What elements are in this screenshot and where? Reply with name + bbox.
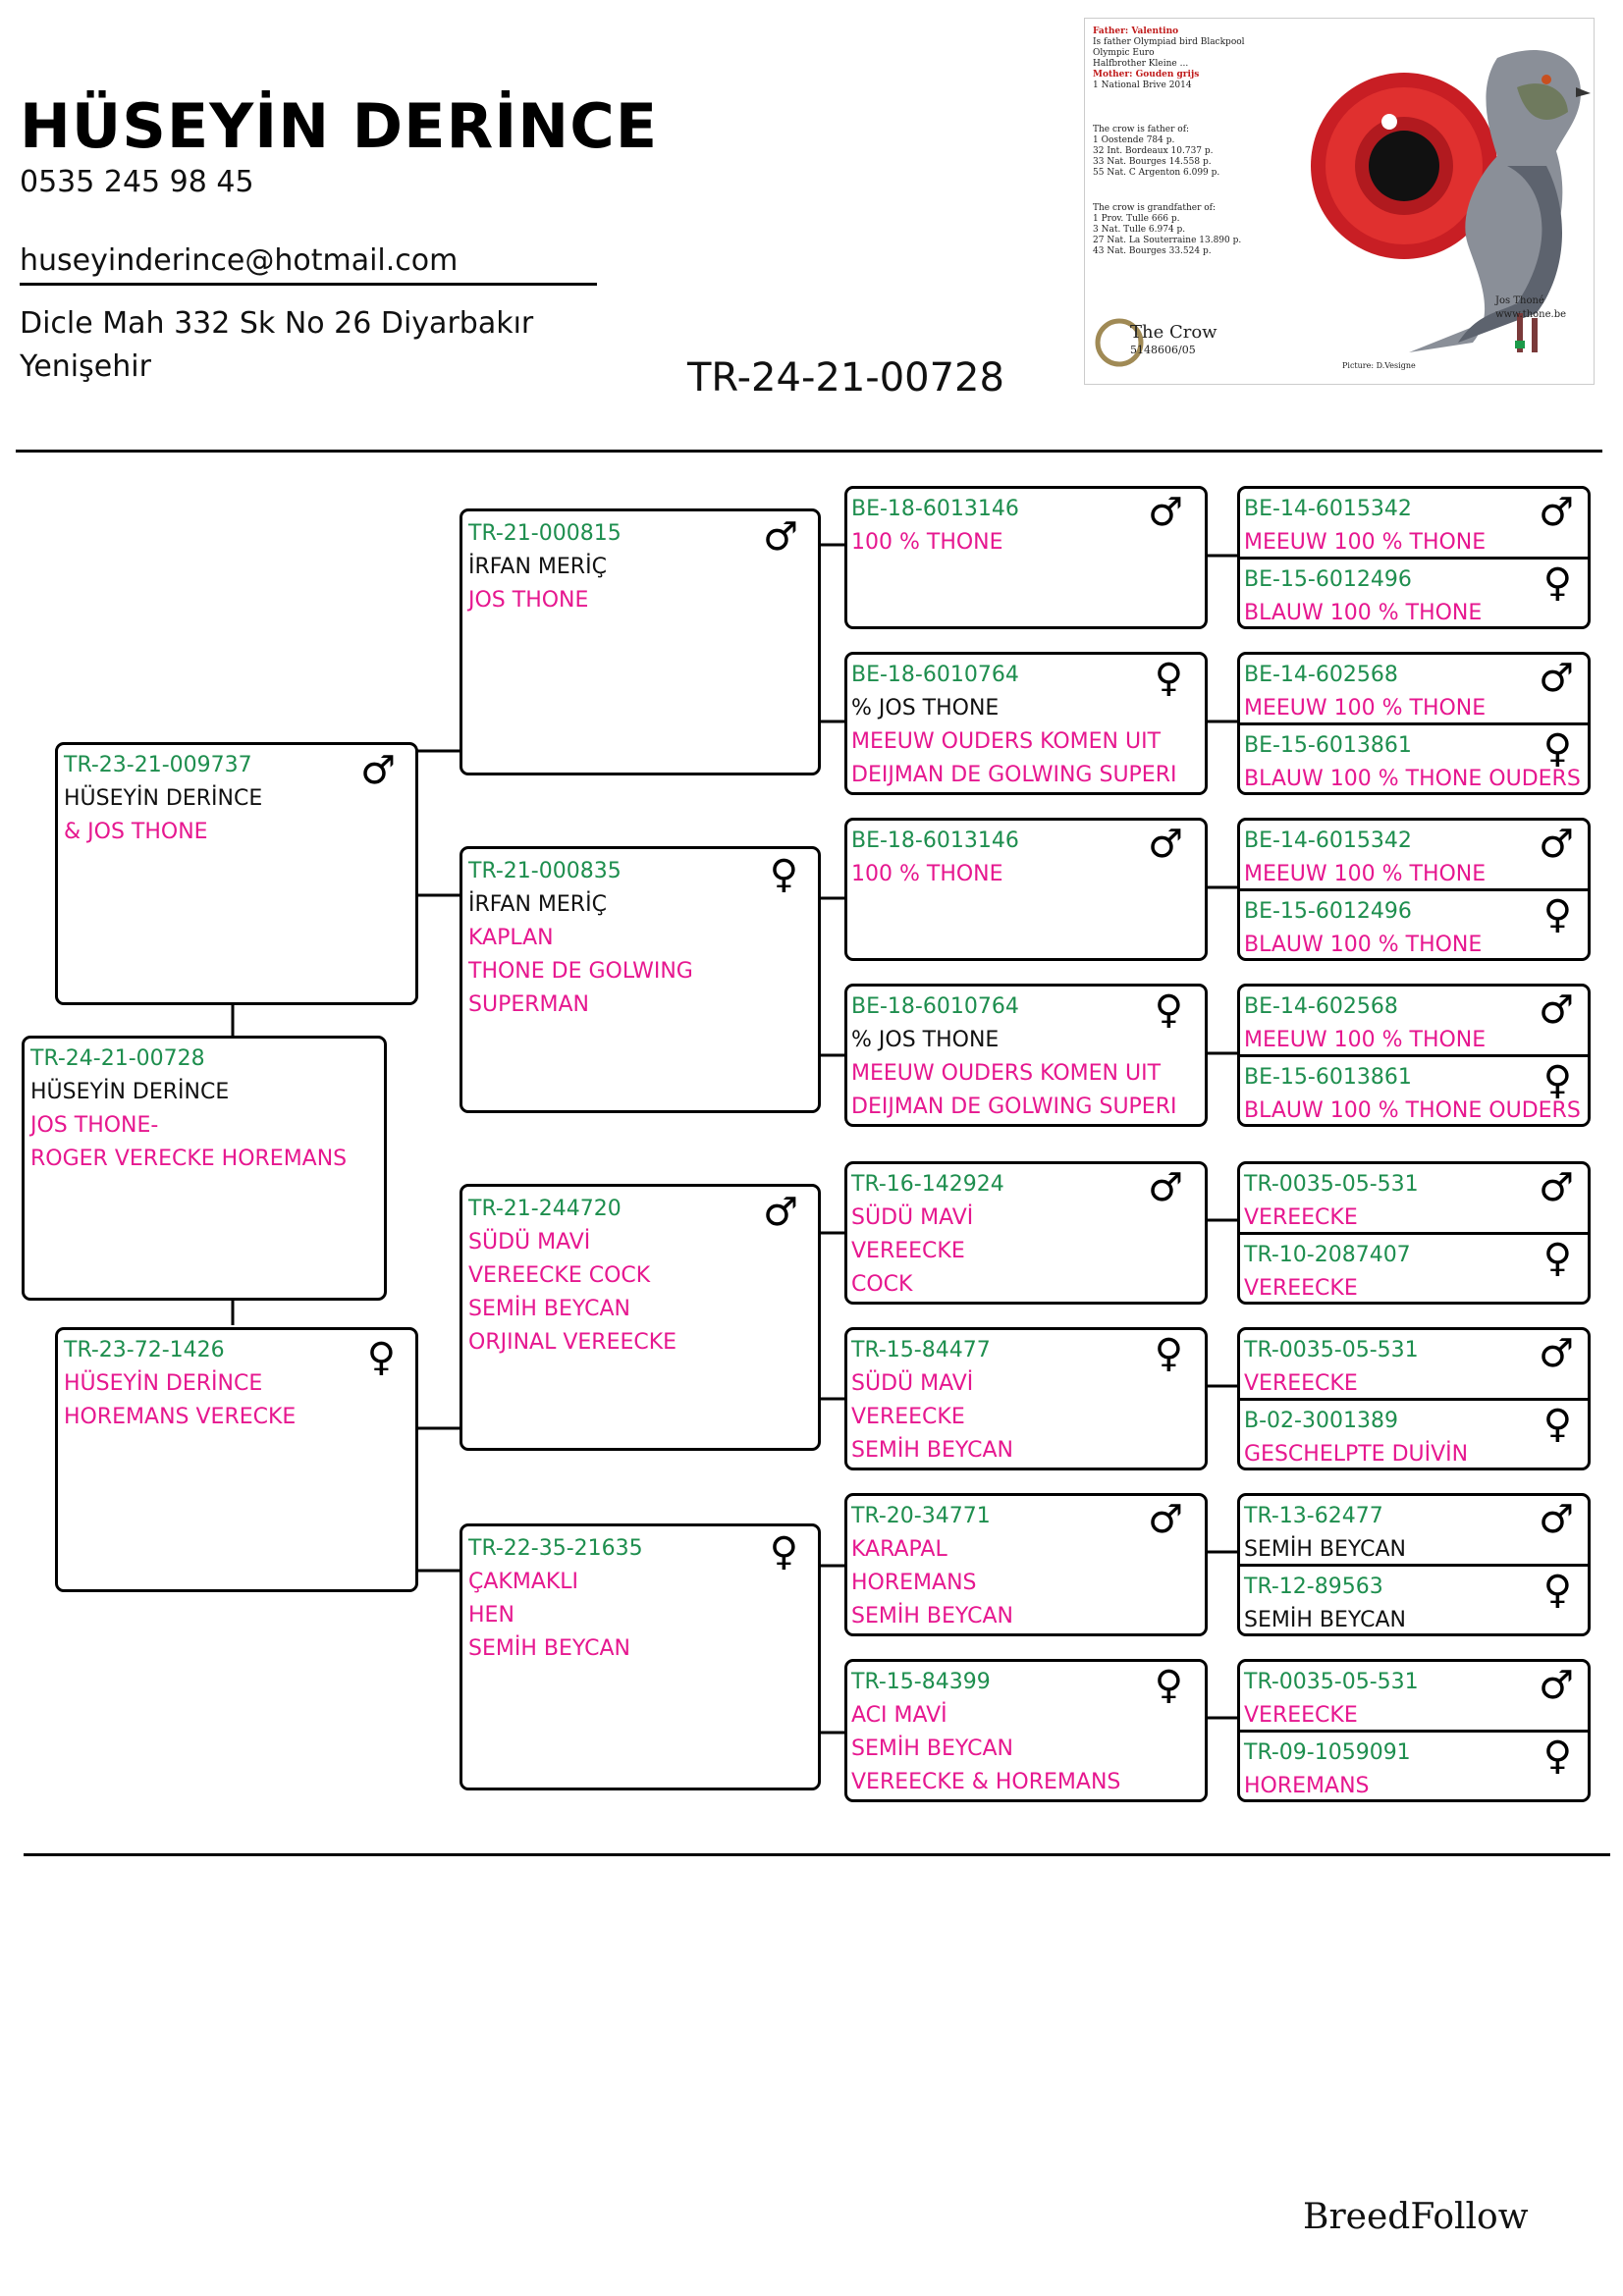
g3-line: SEMİH BEYCAN (851, 1438, 1013, 1463)
g3-line: VEREECKE (851, 1405, 965, 1429)
g4-dam-line: BLAUW 100 % THONE OUDERS (1244, 1098, 1581, 1123)
breeder-address: Dicle Mah 332 Sk No 26 Diyarbakır (20, 306, 534, 341)
g4-sire-line: VEREECKE (1244, 1371, 1358, 1396)
g4-pair-3[interactable] (1237, 818, 1591, 961)
g4-sire-ring: BE-14-6015342 (1244, 828, 1412, 853)
female-icon: ♀ (1542, 1734, 1572, 1779)
g3-card-1[interactable] (844, 486, 1208, 629)
sd-line: THONE DE GOLWING (468, 959, 693, 984)
g4-sire-ring: TR-0035-05-531 (1244, 1338, 1419, 1362)
g3-ring: BE-18-6013146 (851, 828, 1019, 853)
g3-ring: BE-18-6010764 (851, 994, 1019, 1019)
g4-dam-ring: BE-15-6012496 (1244, 899, 1412, 924)
photo-mother-line: Mother: Gouden grijs (1093, 70, 1200, 80)
sd-line: KAPLAN (468, 926, 554, 950)
photo-credit: Jos Thoné (1495, 295, 1544, 306)
photo-line: 33 Nat. Bourges 14.558 p. (1093, 157, 1212, 167)
ds-line: SEMİH BEYCAN (468, 1297, 630, 1321)
male-icon: ♂ (1539, 822, 1574, 867)
female-icon: ♀ (1542, 726, 1572, 772)
photo-credit-url: www.thone.be (1495, 309, 1567, 320)
g4-dam-ring: TR-09-1059091 (1244, 1740, 1411, 1765)
g4-sire-line: MEEUW 100 % THONE (1244, 530, 1487, 555)
photo-line: 32 Int. Bordeaux 10.737 p. (1093, 146, 1214, 156)
g3-ring: TR-20-34771 (851, 1504, 991, 1528)
g4-sire-line: VEREECKE (1244, 1703, 1358, 1728)
g3-line: VEREECKE (851, 1239, 965, 1263)
dd-line: ÇAKMAKLI (468, 1570, 579, 1594)
g4-pair-2[interactable] (1237, 652, 1591, 795)
female-icon: ♀ (1154, 1331, 1183, 1376)
g4-sire-line: SEMİH BEYCAN (1244, 1537, 1406, 1562)
photo-line: The crow is grandfather of: (1093, 203, 1217, 213)
g4-sire-ring: TR-0035-05-531 (1244, 1172, 1419, 1197)
photo-line: The crow is father of: (1093, 125, 1190, 134)
male-icon: ♂ (1148, 490, 1183, 535)
g3-line: VEREECKE & HOREMANS (851, 1770, 1121, 1794)
g4-sire-ring: TR-0035-05-531 (1244, 1670, 1419, 1694)
photo-line: 55 Nat. C Argenton 6.099 p. (1093, 168, 1220, 178)
subject-ring-title: TR-24-21-00728 (687, 355, 1004, 400)
ds-line: SÜDÜ MAVİ (468, 1230, 591, 1255)
male-icon: ♂ (1148, 1165, 1183, 1210)
male-icon: ♂ (1539, 656, 1574, 701)
g4-pair-5[interactable] (1237, 1161, 1591, 1305)
female-icon: ♀ (1542, 1568, 1572, 1613)
female-icon: ♀ (1154, 1663, 1183, 1708)
g3-line: DEIJMAN DE GOLWING SUPERI (851, 763, 1177, 787)
breeder-name: HÜSEYİN DERİNCE (20, 90, 659, 162)
g4-sire-ring: TR-13-62477 (1244, 1504, 1383, 1528)
dam-owner: HÜSEYİN DERİNCE (64, 1371, 263, 1396)
g4-dam-line: BLAUW 100 % THONE (1244, 933, 1483, 957)
subject-owner: HÜSEYİN DERİNCE (30, 1080, 230, 1104)
sire-ring: TR-23-21-009737 (64, 753, 252, 777)
g4-dam-line: VEREECKE (1244, 1276, 1358, 1301)
sd-ring: TR-21-000835 (468, 859, 622, 883)
female-icon: ♀ (1542, 1402, 1572, 1447)
g3-line: KARAPAL (851, 1537, 947, 1562)
breeder-phone: 0535 245 98 45 (20, 165, 254, 199)
photo-bird-ring: 5148606/05 (1130, 344, 1196, 356)
photo-line: 43 Nat. Bourges 33.524 p. (1093, 246, 1212, 256)
g4-dam-ring: BE-15-6013861 (1244, 1065, 1412, 1090)
sire-dam-card[interactable] (460, 846, 821, 1113)
g3-line: ACI MAVİ (851, 1703, 947, 1728)
bottom-divider (24, 1853, 1610, 1856)
g3-card-6[interactable] (844, 1327, 1208, 1470)
male-icon: ♂ (763, 1190, 798, 1235)
ss-ring: TR-21-000815 (468, 521, 622, 546)
female-icon: ♀ (366, 1335, 396, 1380)
photo-father-line: Father: Valentino (1093, 27, 1179, 36)
g3-ring: TR-15-84477 (851, 1338, 991, 1362)
female-icon: ♀ (769, 852, 798, 897)
photo-line: 3 Nat. Tulle 6.974 p. (1093, 225, 1186, 235)
sd-line: SUPERMAN (468, 992, 590, 1017)
g3-ring: BE-18-6010764 (851, 663, 1019, 687)
g3-line: SÜDÜ MAVİ (851, 1371, 974, 1396)
g4-pair-7[interactable] (1237, 1493, 1591, 1636)
dam-sire-card[interactable] (460, 1184, 821, 1451)
male-icon: ♂ (1148, 1497, 1183, 1542)
female-icon: ♀ (1542, 561, 1572, 606)
g4-pair-4[interactable] (1237, 984, 1591, 1127)
male-icon: ♂ (763, 514, 798, 560)
g3-ring: BE-18-6013146 (851, 497, 1019, 521)
photo-line: 1 National Brive 2014 (1093, 80, 1192, 90)
female-icon: ♀ (769, 1529, 798, 1575)
g4-pair-1[interactable] (1237, 486, 1591, 629)
female-icon: ♀ (1542, 1058, 1572, 1103)
ds-line: ORJINAL VEREECKE (468, 1330, 677, 1355)
g4-sire-line: MEEUW 100 % THONE (1244, 1028, 1487, 1052)
female-icon: ♀ (1154, 656, 1183, 701)
g3-card-7[interactable] (844, 1493, 1208, 1636)
g3-line: % JOS THONE (851, 1028, 1000, 1052)
g3-card-3[interactable] (844, 818, 1208, 961)
female-icon: ♀ (1542, 892, 1572, 937)
g3-line: DEIJMAN DE GOLWING SUPERI (851, 1095, 1177, 1119)
g4-dam-ring: BE-15-6013861 (1244, 733, 1412, 758)
subject-line: JOS THONE- (30, 1113, 159, 1138)
dd-ring: TR-22-35-21635 (468, 1536, 643, 1561)
g3-card-5[interactable] (844, 1161, 1208, 1305)
sire-owner: HÜSEYİN DERİNCE (64, 786, 263, 811)
photo-credit-picture: Picture: D.Vesigne (1342, 361, 1416, 370)
photo-bird-name: The Crow (1130, 322, 1217, 343)
dd-line: HEN (468, 1603, 514, 1628)
g3-line: HOREMANS (851, 1571, 977, 1595)
g4-dam-ring: BE-15-6012496 (1244, 567, 1412, 592)
male-icon: ♂ (1539, 1331, 1574, 1376)
dd-line: SEMİH BEYCAN (468, 1636, 630, 1661)
sire-card[interactable] (55, 742, 418, 1005)
g4-dam-ring: TR-10-2087407 (1244, 1243, 1411, 1267)
g3-line: 100 % THONE (851, 862, 1003, 886)
g4-dam-ring: TR-12-89563 (1244, 1575, 1383, 1599)
ss-owner: İRFAN MERİÇ (468, 555, 607, 579)
g3-card-8[interactable] (844, 1659, 1208, 1802)
g3-card-4[interactable] (844, 984, 1208, 1127)
g3-ring: TR-15-84399 (851, 1670, 991, 1694)
breeder-email: huseyinderince@hotmail.com (20, 243, 459, 278)
g4-dam-ring: B-02-3001389 (1244, 1409, 1398, 1433)
g4-sire-ring: BE-14-602568 (1244, 994, 1398, 1019)
g4-dam-line: BLAUW 100 % THONE OUDERS (1244, 767, 1581, 791)
g4-dam-line: BLAUW 100 % THONE (1244, 601, 1483, 625)
sire-sire-card[interactable] (460, 508, 821, 775)
g4-dam-line: SEMİH BEYCAN (1244, 1608, 1406, 1632)
male-icon: ♂ (1148, 822, 1183, 867)
male-icon: ♂ (1539, 1663, 1574, 1708)
g3-line: 100 % THONE (851, 530, 1003, 555)
subject-ring: TR-24-21-00728 (30, 1046, 205, 1071)
male-icon: ♂ (360, 748, 396, 793)
g4-pair-8[interactable] (1237, 1659, 1591, 1802)
subject-line: ROGER VERECKE HOREMANS (30, 1147, 348, 1171)
ds-ring: TR-21-244720 (468, 1197, 622, 1221)
brand-footer: BreedFollow (1303, 2197, 1529, 2237)
male-icon: ♂ (1539, 490, 1574, 535)
g3-line: MEEUW OUDERS KOMEN UIT (851, 729, 1162, 754)
dam-line: HOREMANS VERECKE (64, 1405, 297, 1429)
g4-sire-line: VEREECKE (1244, 1205, 1358, 1230)
photo-line: 27 Nat. La Souterraine 13.890 p. (1093, 236, 1242, 245)
female-icon: ♀ (1542, 1236, 1572, 1281)
photo-line: 1 Prov. Tulle 666 p. (1093, 214, 1180, 224)
dam-ring: TR-23-72-1426 (64, 1338, 225, 1362)
dam-card[interactable] (55, 1327, 418, 1592)
g3-ring: TR-16-142924 (851, 1172, 1004, 1197)
sire-line: & JOS THONE (64, 820, 208, 844)
g3-card-2[interactable] (844, 652, 1208, 795)
photo-line: Olympic Euro (1093, 48, 1155, 58)
g4-sire-ring: BE-14-602568 (1244, 663, 1398, 687)
g4-sire-ring: BE-14-6015342 (1244, 497, 1412, 521)
g4-dam-line: HOREMANS (1244, 1774, 1370, 1798)
g4-sire-line: MEEUW 100 % THONE (1244, 862, 1487, 886)
subject-card[interactable] (22, 1036, 387, 1301)
breeder-city: Yenişehir (20, 349, 151, 384)
g4-dam-line: GESCHELPTE DUİVİN (1244, 1442, 1469, 1467)
male-icon: ♂ (1539, 1165, 1574, 1210)
photo-line: Halfbrother Kleine ... (1093, 59, 1189, 69)
g3-line: MEEUW OUDERS KOMEN UIT (851, 1061, 1162, 1086)
g3-line: SEMİH BEYCAN (851, 1736, 1013, 1761)
ds-line: VEREECKE COCK (468, 1263, 651, 1288)
g3-line: % JOS THONE (851, 696, 1000, 721)
g3-line: SÜDÜ MAVİ (851, 1205, 974, 1230)
sd-owner: İRFAN MERİÇ (468, 892, 607, 917)
photo-line: 1 Oostende 784 p. (1093, 135, 1175, 145)
dam-dam-card[interactable] (460, 1523, 821, 1790)
g4-pair-6[interactable] (1237, 1327, 1591, 1470)
male-icon: ♂ (1539, 988, 1574, 1033)
g4-sire-line: MEEUW 100 % THONE (1244, 696, 1487, 721)
g3-line: SEMİH BEYCAN (851, 1604, 1013, 1629)
male-icon: ♂ (1539, 1497, 1574, 1542)
female-icon: ♀ (1154, 988, 1183, 1033)
g3-line: COCK (851, 1272, 913, 1297)
photo-line: Is father Olympiad bird Blackpool (1093, 37, 1245, 47)
ss-line: JOS THONE (468, 588, 589, 613)
